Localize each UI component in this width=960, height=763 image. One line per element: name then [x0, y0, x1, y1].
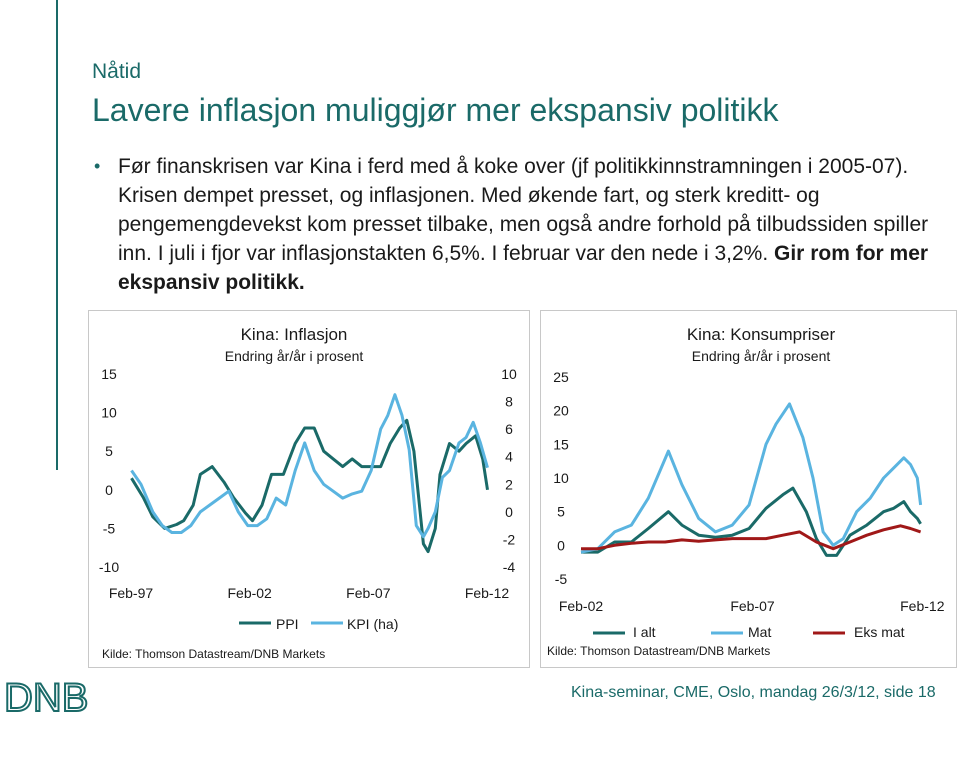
- bullet-bold-text: Gir rom for mer ekspansiv politikk.: [118, 242, 929, 294]
- chart-source: Kilde: Thomson Datastream/DNB Markets: [547, 644, 771, 658]
- bullet-point: [96, 152, 946, 297]
- slide-footer: Kina-seminar, CME, Oslo, mandag 26/3/12, side 18: [571, 684, 936, 701]
- inflation-chart: [89, 311, 529, 667]
- legend-mat-label: Mat: [748, 624, 772, 640]
- x-tick-label: Feb-02: [227, 585, 272, 601]
- series-lines: [132, 395, 488, 552]
- y-left-tick-label: 0: [105, 481, 113, 498]
- legend-ppi-label: PPI: [276, 616, 299, 632]
- x-tick-label: Feb-12: [900, 598, 945, 614]
- bullet-dot-icon: •: [94, 156, 101, 176]
- y-tick-label: 5: [557, 503, 565, 520]
- inflation-chart-panel: [88, 310, 530, 668]
- dnb-logo-icon: [4, 673, 94, 717]
- y-right-tick-label: 8: [505, 393, 513, 410]
- x-axis-ticks: [109, 585, 510, 601]
- x-tick-label: Feb-97: [108, 585, 154, 601]
- y-tick-label: -5: [554, 571, 568, 587]
- series-lines: [581, 404, 921, 556]
- y-axis-ticks: [553, 369, 569, 587]
- y-left-tick-label: -5: [102, 520, 116, 537]
- y-left-tick-label: 10: [101, 404, 117, 421]
- series-line-eks-mat: [581, 526, 921, 549]
- right-axis-ticks: [501, 366, 517, 575]
- accent-divider-line: [56, 0, 58, 470]
- series-line-mat: [581, 404, 921, 552]
- y-left-tick-label: 5: [105, 443, 113, 460]
- legend-kpi-label: KPI (ha): [347, 616, 399, 632]
- x-tick-label: Feb-02: [558, 598, 604, 614]
- y-right-tick-label: 10: [501, 366, 517, 382]
- consumer-price-chart: [541, 311, 956, 667]
- chart-source: Kilde: Thomson Datastream/DNB Markets: [102, 647, 326, 661]
- y-tick-label: 0: [557, 537, 565, 554]
- chart-subtitle: Endring år/år i prosent: [691, 348, 831, 364]
- y-right-tick-label: 4: [505, 448, 513, 465]
- y-left-tick-label: -10: [98, 559, 120, 575]
- x-tick-label: Feb-07: [730, 598, 775, 614]
- chart-subtitle: Endring år/år i prosent: [224, 348, 364, 364]
- y-right-tick-label: 6: [505, 421, 513, 438]
- consumer-price-chart-panel: [540, 310, 957, 668]
- dnb-logo: [4, 673, 94, 722]
- legend-ialt-label: I alt: [633, 624, 656, 640]
- bullet-text: [96, 152, 946, 297]
- x-tick-label: Feb-12: [464, 585, 510, 601]
- slide-kicker: Nåtid: [92, 60, 142, 83]
- y-right-tick-label: 0: [505, 503, 513, 520]
- legend: [239, 616, 398, 632]
- y-right-tick-label: -2: [502, 531, 516, 548]
- chart-title: Kina: Konsumpriser: [686, 325, 836, 344]
- dnb-logo-wordmark: DNB: [4, 676, 89, 717]
- series-line-ppi: [132, 420, 488, 551]
- bullet-lead-text: Før finanskrisen var Kina i ferd med å koke over (jf politikkinnstramningen i 2005-07). Krisen dempet presset, og inflasjonen. Med økende fart, og sterk kreditt- og pengemengdevekst kom presset tilbake, men også andre forhold på tilbudssiden spiller inn. I juli i fjor var inflasjonstakten 6,5%. I februar var den nede i 3,2%.: [118, 155, 929, 265]
- y-left-tick-label: 15: [101, 366, 117, 382]
- legend: [593, 624, 905, 640]
- x-axis-ticks: [559, 598, 945, 614]
- series-line-kpi-ha: [132, 395, 488, 537]
- chart-title: Kina: Inflasjon: [240, 325, 348, 344]
- y-tick-label: 10: [553, 470, 569, 486]
- slide-title: Lavere inflasjon muliggjør mer ekspansiv politikk: [92, 92, 779, 128]
- left-axis-ticks: [99, 366, 119, 575]
- y-tick-label: 20: [553, 402, 569, 419]
- y-tick-label: 15: [553, 436, 569, 453]
- legend-eksmat-label: Eks mat: [854, 624, 905, 640]
- y-right-tick-label: -4: [502, 559, 516, 575]
- y-right-tick-label: 2: [505, 476, 513, 493]
- x-tick-label: Feb-07: [346, 585, 391, 601]
- y-tick-label: 25: [553, 369, 569, 385]
